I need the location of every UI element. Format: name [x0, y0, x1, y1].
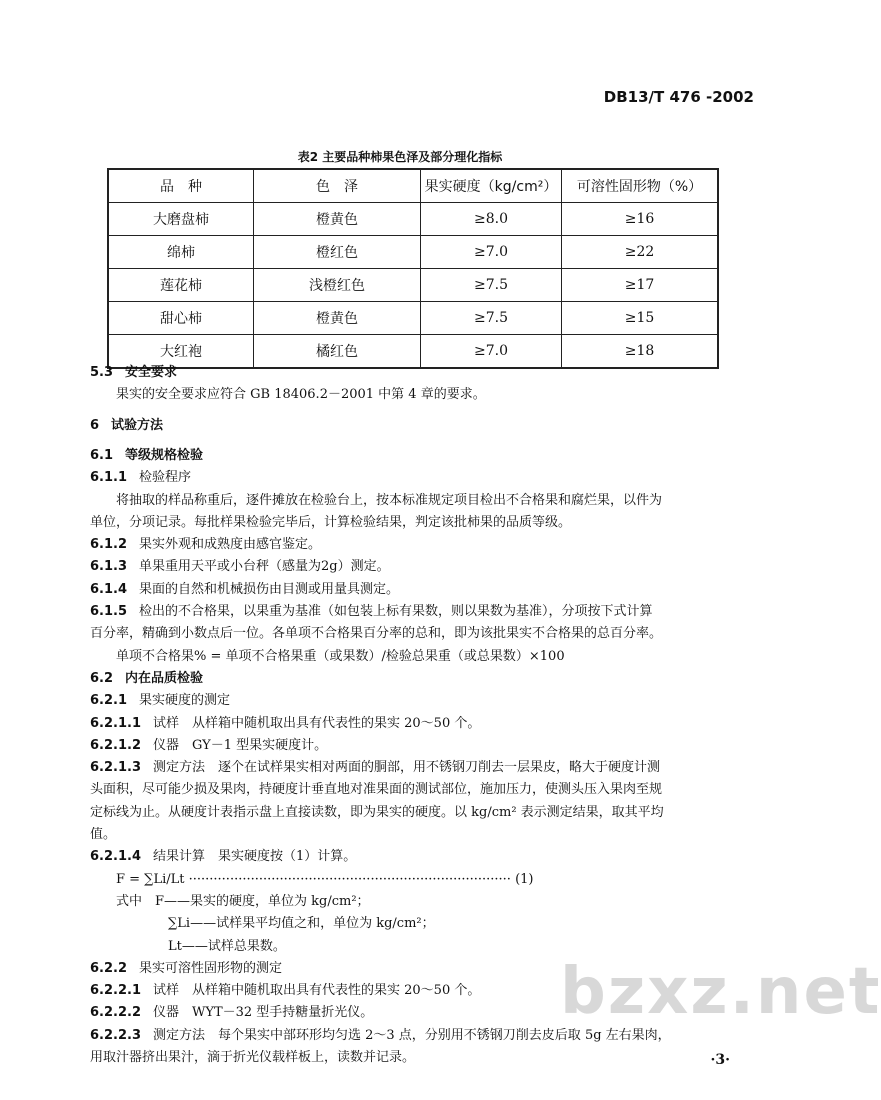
clause-text: Lt——试样总果数。 [168, 938, 286, 954]
table-cell: ≥15 [562, 302, 719, 335]
body-line [116, 892, 370, 912]
clause-number: 6.1.4 [90, 581, 128, 597]
table-cell: 橘红色 [254, 335, 421, 369]
table-cell: 橙黄色 [254, 302, 421, 335]
clause-number: 6.2.2.3 [90, 1027, 141, 1043]
section-heading [90, 446, 203, 466]
clause-number: 6.2.1.1 [90, 715, 141, 731]
clause-text: 果实硬度的测定 [139, 693, 231, 709]
body-line [90, 981, 480, 1001]
body-line [90, 580, 399, 600]
properties-table [107, 168, 719, 369]
watermark: bzxz.net [560, 955, 881, 1029]
body-line [168, 937, 286, 957]
clause-text: 用取汁器挤出果汁，滴于折光仪载样板上，读数并记录。 [90, 1050, 416, 1065]
clause-number: 6.1.3 [90, 559, 128, 575]
body-line [90, 557, 390, 577]
clause-number: 6.2.1.4 [90, 849, 141, 865]
clause-number: 6.2.2.2 [90, 1005, 141, 1021]
clause-text: 式中 F——果实的硬度，单位为 kg/cm²； [116, 893, 370, 909]
table-cell: 莲花柿 [108, 269, 254, 302]
clause-number: 6.2.2 [90, 960, 128, 976]
clause-text: 内在品质检验 [125, 670, 204, 686]
clause-text: 头面积，尽可能少损及果肉，持硬度计垂直地对准果面的测试部位，施加压力，使测头压入果肉至规 [90, 782, 663, 798]
body-line [116, 385, 486, 405]
table-cell: ≥7.0 [421, 236, 562, 269]
body-line [90, 1048, 415, 1068]
table-cell: 甜心柿 [108, 302, 254, 335]
table-row [108, 236, 718, 269]
header-cell: 品 种 [108, 169, 254, 203]
body-line [168, 914, 435, 934]
body-line [90, 736, 327, 756]
body-line [90, 803, 664, 823]
body-line [90, 780, 662, 800]
section-heading [90, 416, 163, 436]
body-line [116, 647, 565, 667]
table-cell: ≥7.5 [421, 269, 562, 302]
clause-text: 果面的自然和机械损伤由目测或用量具测定。 [139, 581, 400, 597]
clause-text: 仪器 WYT－32 型手持糖量折光仪。 [153, 1005, 374, 1021]
body-line [116, 870, 534, 890]
table-cell: ≥17 [562, 269, 719, 302]
clause-text: 试样 从样箱中随机取出具有代表性的果实 20～50 个。 [153, 983, 481, 999]
table-caption: 表2 主要品种柿果色泽及部分理化指标 [297, 150, 503, 164]
table-cell: ≥7.5 [421, 302, 562, 335]
table-cell: 浅橙红色 [254, 269, 421, 302]
clause-text: 将抽取的样品称重后，逐件摊放在检验台上，按本标准规定项目检出不合格果和腐烂果，以件为 [116, 492, 663, 508]
clause-text: 果实可溶性固形物的测定 [139, 960, 283, 976]
clause-text: 单果重用天平或小台秤（感量为2g）测定。 [139, 559, 390, 575]
clause-number: 6.1 [90, 447, 114, 463]
clause-text: 仪器 GY－1 型果实硬度计。 [153, 737, 328, 753]
clause-text: 等级规格检验 [125, 447, 204, 463]
clause-text: 单项不合格果% = 单项不合格果重（或果数）/检验总果重（或总果数）×100 [116, 648, 565, 664]
clause-text: 检出的不合格果，以果重为基准（如包装上标有果数，则以果数为基准），分项按下式计算 [139, 604, 653, 619]
clause-number: 6.2.1.3 [90, 760, 141, 776]
header-cell: 可溶性固形物（%） [562, 169, 719, 203]
table-cell: 橙黄色 [254, 203, 421, 236]
body-line [90, 959, 282, 979]
clause-text: 值。 [90, 827, 117, 842]
clause-text: 结果计算 果实硬度按（1）计算。 [153, 849, 357, 865]
table-cell: 大磨盘柿 [108, 203, 254, 236]
header-cell: 色 泽 [254, 169, 421, 203]
clause-number: 6.2.2.1 [90, 983, 141, 999]
clause-number: 6 [90, 417, 100, 433]
body-line [90, 825, 116, 845]
clause-number: 6.1.2 [90, 537, 128, 553]
body-line [90, 602, 653, 622]
clause-text: 检验程序 [139, 470, 192, 486]
clause-text: 测定方法 逐个在试样果实相对两面的胴部，用不锈钢刀削去一层果皮，略大于硬度计测 [153, 760, 661, 776]
table-row [108, 335, 718, 369]
body-line [90, 758, 660, 778]
clause-text: 试样 从样箱中随机取出具有代表性的果实 20～50 个。 [153, 715, 481, 731]
table-row [108, 203, 718, 236]
table-cell: ≥22 [562, 236, 719, 269]
header-cell: 果实硬度（kg/cm²） [421, 169, 562, 203]
body-line [90, 847, 356, 867]
body-line [90, 691, 230, 711]
body-line [90, 714, 480, 734]
body-line [90, 468, 191, 488]
clause-number: 6.1.1 [90, 470, 128, 486]
body-line [90, 513, 571, 533]
body-line [90, 624, 662, 644]
clause-text: 单位，分项记录。每批样果检验完毕后，计算检验结果，判定该批柿果的品质等级。 [90, 514, 572, 530]
clause-number: 6.2.1.2 [90, 737, 141, 753]
body-line [116, 491, 662, 511]
clause-number: 5.3 [90, 365, 114, 380]
table-cell: ≥16 [562, 203, 719, 236]
table-cell: 大红袍 [108, 335, 254, 369]
clause-text: 果实外观和成熟度由感官鉴定。 [139, 537, 322, 553]
table-cell: 橙红色 [254, 236, 421, 269]
document-id: DB13/T 476 -2002 [603, 88, 754, 106]
table-row [108, 269, 718, 302]
table-cell: ≥18 [562, 335, 719, 369]
section-heading [90, 669, 203, 689]
table-cell: ≥7.0 [421, 335, 562, 369]
clause-text: F = ∑Li/Lt ·············································································· (1) [116, 871, 534, 887]
clause-text: 测定方法 每个果实中部环形均匀选 2～3 点，分别用不锈钢刀削去皮后取 5g 左右果肉， [153, 1027, 671, 1043]
clause-text: 定标线为止。从硬度计表指示盘上直接读数，即为果实的硬度。以 kg/cm² 表示测定结果，取其平均 [90, 804, 664, 820]
page-number: ·3· [710, 1052, 730, 1068]
clause-text: 果实的安全要求应符合 GB 18406.2－2001 中第 4 章的要求。 [116, 387, 486, 403]
body-line [90, 535, 321, 555]
clause-number: 6.2.1 [90, 693, 128, 709]
clause-number: 6.2 [90, 670, 114, 686]
clause-text: 安全要求 [125, 365, 178, 380]
section-heading [90, 363, 177, 383]
table-row [108, 302, 718, 335]
clause-text: 试验方法 [111, 417, 164, 433]
table-cell: ≥8.0 [421, 203, 562, 236]
clause-number: 6.1.5 [90, 604, 128, 619]
body-line [90, 1003, 373, 1023]
clause-text: 百分率，精确到小数点后一位。各单项不合格果百分率的总和，即为该批果实不合格果的总百分率。 [90, 626, 663, 642]
table-cell: 绵柿 [108, 236, 254, 269]
clause-text: ∑Li——试样果平均值之和，单位为 kg/cm²； [168, 916, 435, 932]
